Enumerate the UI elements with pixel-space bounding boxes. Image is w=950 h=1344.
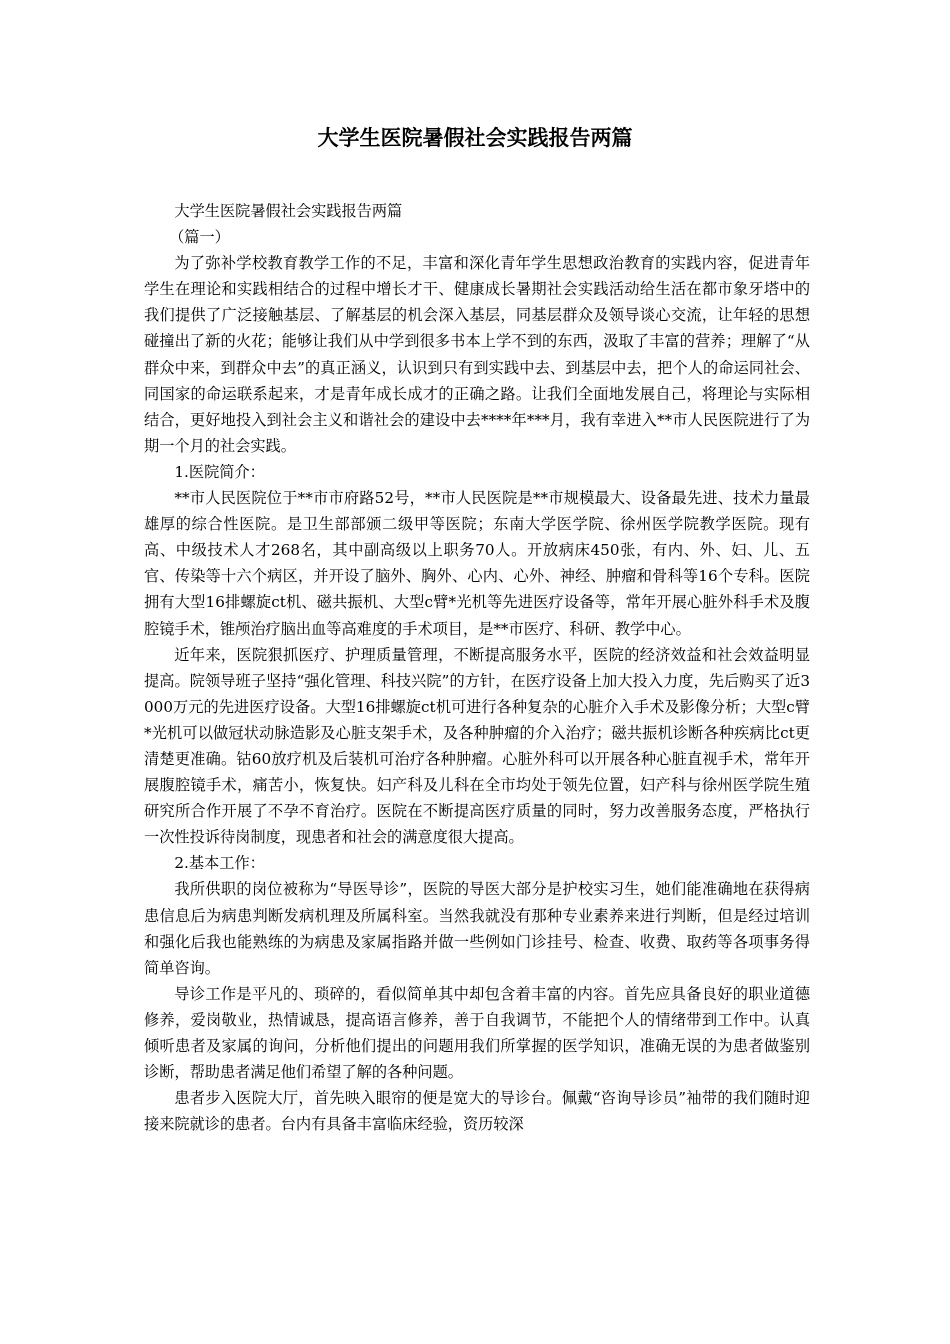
section-heading-basic-work: 2.基本工作： xyxy=(174,854,265,873)
section-heading-hospital-intro: 1.医院简介： xyxy=(174,462,265,481)
paragraph-guide-work: 导诊工作是平凡的、琐碎的，看似简单其中却包含着丰富的内容。首先应具备良好的职业道德修养，爱岗敬业，热情诚恳，提高语言修养，善于自我调节，不能把个人的情绪带到工作中。认真倾听患者及家属的询问，分析他们提出的问题用我们所掌握的医学知识，准确无误的为患者做鉴别诊断，帮助患者满足他们希望了解的各种问题。 xyxy=(144,984,810,1082)
paragraph-hospital-intro: **市人民医院位于**市市府路52号，**市人民医院是**市规模最大、设备最先进、技术力量最雄厚的综合性医院。是卫生部部颁二级甲等医院；东南大学医学院、徐州医学院教学医院。现有高、中级技术人才268名，其中副高级以上职务70人。开放病床450张，有内、外、妇、儿、五官、传染等十六个病区，并开设了脑外、胸外、心内、心外、神经、肿瘤和骨科等16个专科。医院拥有大型16排螺旋ct机、磁共振机、大型c臂*光机等先进医疗设备等，常年开展心脏外科手术及腹腔镜手术，锥颅治疗脑出血等高难度的手术项目，是**市医疗、科研、教学中心。 xyxy=(144,489,810,638)
document-title: 大学生医院暑假社会实践报告两篇 xyxy=(317,125,633,150)
paragraph-hall: 患者步入医院大厅，首先映入眼帘的便是宽大的导诊台。佩戴“咨询导诊员”袖带的我们随时迎接来院就诊的患者。台内有具备丰富临床经验，资历较深 xyxy=(144,1089,810,1134)
body-subtitle: 大学生医院暑假社会实践报告两篇 xyxy=(174,202,403,220)
paragraph-recent-years: 近年来，医院狠抓医疗、护理质量管理，不断提高服务水平，医院的经济效益和社会效益明显提高。院领导班子坚持“强化管理、科技兴院”的方针，在医疗设备上加大投入力度，先后购买了近3000万元的先进医疗设备。大型16排螺旋ct机可进行各种复杂的心脏介入手术及影像分析；大型c臂*光机可以做冠状动脉造影及心脏支架手术，及各种肿瘤的介入治疗；磁共振机诊断各种疾病比ct更清楚更准确。钴60放疗机及后装机可治疗各种肿瘤。心脏外科可以开展各种心脏直视手术，常年开展腹腔镜手术，痛苦小，恢复快。妇产科及儿科在全市均处于领先位置，妇产科与徐州医学院生殖研究所合作开展了不孕不育治疗。医院在不断提高医疗质量的同时，努力改善服务态度，严格执行一次性投诉待岗制度，现患者和社会的满意度很大提高。 xyxy=(144,645,810,847)
paragraph-guide-role: 我所供职的岗位被称为“导医导诊”，医院的导医大部分是护校实习生，她们能准确地在获得病患信息后为病患判断发病机理及所属科室。当然我就没有那种专业素养来进行判断，但是经过培训和强化后我也能熟练的为病患及家属指路并做一些例如门诊挂号、检查、收费、取药等各项事务得简单咨询。 xyxy=(144,880,810,977)
paragraph-intro: 为了弥补学校教育教学工作的不足，丰富和深化青年学生思想政治教育的实践内容，促进青年学生在理论和实践相结合的过程中增长才干、健康成长暑期社会实践活动给生活在都市象牙塔中的我们提供了广泛接触基层、了解基层的机会深入基层，同基层群众及领导谈心交流，让年轻的思想碰撞出了新的火花；能够让我们从中学到很多书本上学不到的东西，汲取了丰富的营养；理解了“从群众中来，到群众中去”的真正涵义，认识到只有到实践中去、到基层中去，把个人的命运同社会、同国家的命运联系起来，才是青年成长成才的正确之路。让我们全面地发展自己，将理论与实际相结合，更好地投入到社会主义和谐社会的建设中去****年***月，我有幸进入**市人民医院进行了为期一个月的社会实践。 xyxy=(144,254,810,455)
section-label-part-one: （篇一） xyxy=(169,228,230,247)
document-body xyxy=(144,198,810,1137)
